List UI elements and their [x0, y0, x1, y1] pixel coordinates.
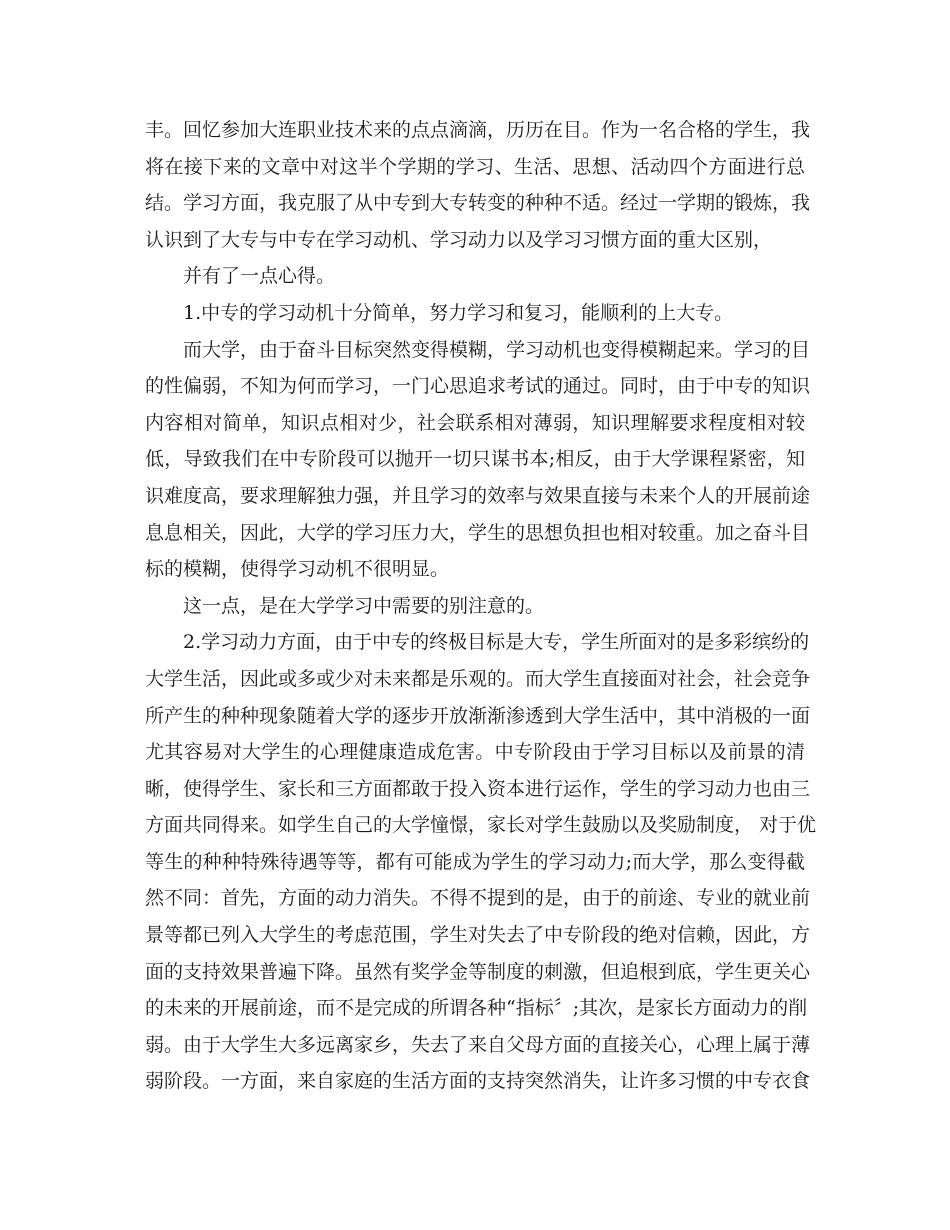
text-line: 将在接下来的文章中对这半个学期的学习、生活、思想、活动四个方面进行总 — [145, 155, 805, 178]
document-body — [145, 112, 817, 1100]
text-line: 弱。由于大学生大多远离家乡，失去了来自父母方面的直接关心，心理上属于薄 — [145, 1033, 811, 1056]
text-line: 认识到了大专与中专在学习动机、学习动力以及学习习惯方面的重大区别， — [145, 228, 773, 251]
text-line: 景等都已列入大学生的考虑范围，学生对失去了中专阶段的绝对信赖，因此，方 — [145, 924, 811, 947]
text-line: 并有了一点心得。 — [183, 265, 336, 288]
text-line: 识难度高，要求理解独力强，并且学习的效率与效果直接与未来个人的开展前途 — [145, 484, 811, 507]
text-line: 丰。回忆参加大连职业技术来的点点滴滴，历历在目。作为一名合格的学生，我 — [145, 119, 811, 141]
text-line: 所产生的种种现象随着大学的逐步开放渐渐渗透到大学生活中，其中消极的一面 — [145, 704, 811, 727]
text-line: 尤其容易对大学生的心理健康造成危害。中专阶段由于学习目标以及前景的清 — [145, 741, 805, 764]
text-line: 弱阶段。一方面，来自家庭的生活方面的支持突然消失，让许多习惯的中专衣食 — [145, 1070, 811, 1093]
text-line: 这一点，是在大学学习中需要的别注意的。 — [183, 594, 545, 617]
text-line: 晰，使得学生、家长和三方面都敢于投入资本进行运作，学生的学习动力也由三 — [145, 777, 811, 800]
text-line: 的性偏弱，不知为何而学习，一门心思追求考试的通过。同时，由于中专的知识 — [145, 375, 811, 398]
text-line: 方面共同得来。如学生自己的大学憧憬，家长对学生鼓励以及奖励制度， 对于优 — [145, 814, 817, 837]
text-line: 然不同：首先，方面的动力消失。不得不提到的是，由于的前途、专业的就业前 — [145, 887, 811, 910]
text-line: 等生的种种特殊待遇等等，都有可能成为学生的学习动力;而大学，那么变得截 — [145, 850, 805, 873]
text-line: 标的模糊，使得学习动机不很明显。 — [145, 558, 450, 581]
text-line: 的未来的开展前途，而不是完成的所谓各种“指标〞;其次，是家长方面动力的削 — [145, 997, 808, 1020]
text-line: 1.中专的学习动机十分简单，努力学习和复习，能顺利的上大专。 — [183, 301, 734, 324]
text-line: 2.学习动力方面，由于中专的终极目标是大专，学生所面对的是多彩缤纷的 — [183, 631, 810, 654]
text-line: 而大学，由于奋斗目标突然变得模糊，学习动机也变得模糊起来。学习的目 — [183, 338, 811, 361]
text-line: 大学生活，因此或多或少对未来都是乐观的。而大学生直接面对社会，社会竞争 — [145, 667, 811, 690]
text-line: 面的支持效果普遍下降。虽然有奖学金等制度的刺激，但追根到底，学生更关心 — [145, 960, 811, 983]
text-line: 息息相关，因此，大学的学习压力大，学生的思想负担也相对较重。加之奋斗目 — [145, 521, 811, 544]
text-line: 结。学习方面，我克服了从中专到大专转变的种种不适。经过一学期的锻炼，我 — [145, 192, 811, 215]
text-line: 低，导致我们在中专阶段可以抛开一切只谋书本;相反，由于大学课程紧密，知 — [145, 448, 805, 471]
text-line: 内容相对简单，知识点相对少，社会联系相对薄弱，知识理解要求程度相对较 — [145, 411, 805, 434]
